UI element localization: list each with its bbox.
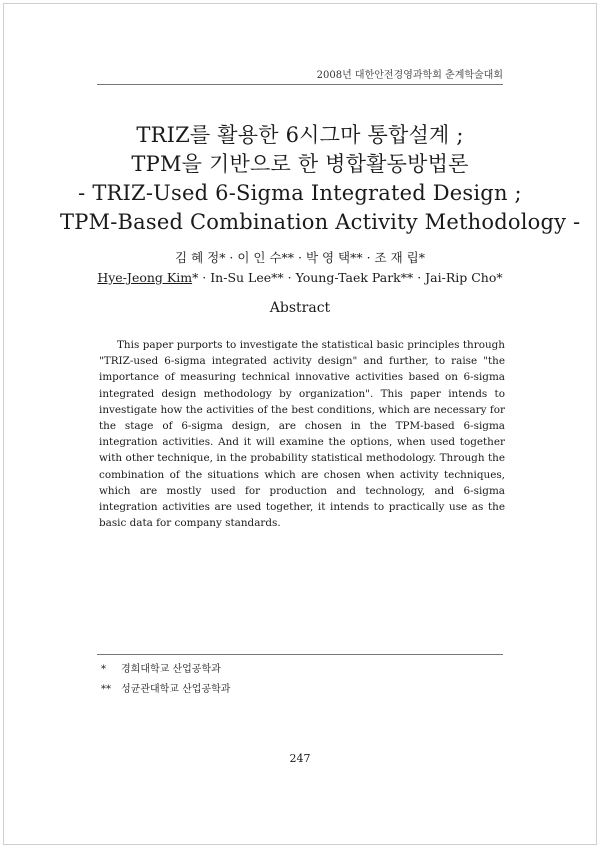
paper-title xyxy=(60,121,581,237)
footnote-mark: ** xyxy=(101,684,111,695)
page-number: 247 xyxy=(289,752,311,765)
author-list xyxy=(60,248,540,288)
footnote-text: 성균관대학교 산업공학과 xyxy=(121,684,231,695)
authors-english xyxy=(60,268,540,288)
title-korean-line-1: TRIZ를 활용한 6시그마 통합설계 ; xyxy=(136,123,464,147)
running-header: 2008년 대한안전경영과학회 춘계학술대회 xyxy=(316,70,503,81)
authors-korean: 김 혜 정* · 이 인 수** · 박 영 택** · 조 재 립* xyxy=(175,250,425,265)
footnote-mark: * xyxy=(101,664,106,675)
other-authors: * · In-Su Lee** · Young-Taek Park** · Jai-Rip Cho* xyxy=(192,270,503,285)
footnote-1 xyxy=(101,660,230,680)
title-english-line-1: - TRIZ-Used 6-Sigma Integrated Design ; xyxy=(78,181,522,205)
footnote-rule xyxy=(97,654,503,655)
abstract-body: This paper purports to investigate the statistical basic principles through "TRIZ-used 6-sigma integrated activity design" and further, to raise "the importance of measuring technical innovative activities based on 6-sigma integrated design methodology by organization". This paper intends to investigate how the activities of the best conditions, which are necessary for the stage of 6-sigma design, are chosen in the TPM-based 6-sigma integration activities. And it will examine the options, when used together with other technique, in the probability statistical methodology. Through the combination of the situations which are chosen when activity techniques, which are mostly used for production and technology, and 6-sigma integration activities are used together, it intends to practically use as the basic data for company standards. xyxy=(99,339,505,530)
footnote-text: 경희대학교 산업공학과 xyxy=(121,664,221,675)
title-english-line-2: TPM-Based Combination Activity Methodology - xyxy=(60,210,581,234)
first-author-name: Hye-Jeong Kim xyxy=(97,270,193,285)
abstract-heading: Abstract xyxy=(269,300,331,316)
footnotes xyxy=(101,660,230,700)
header-rule xyxy=(97,84,503,85)
title-korean-line-2: TPM을 기반으로 한 병합활동방법론 xyxy=(131,152,469,176)
footnote-2 xyxy=(101,680,230,700)
